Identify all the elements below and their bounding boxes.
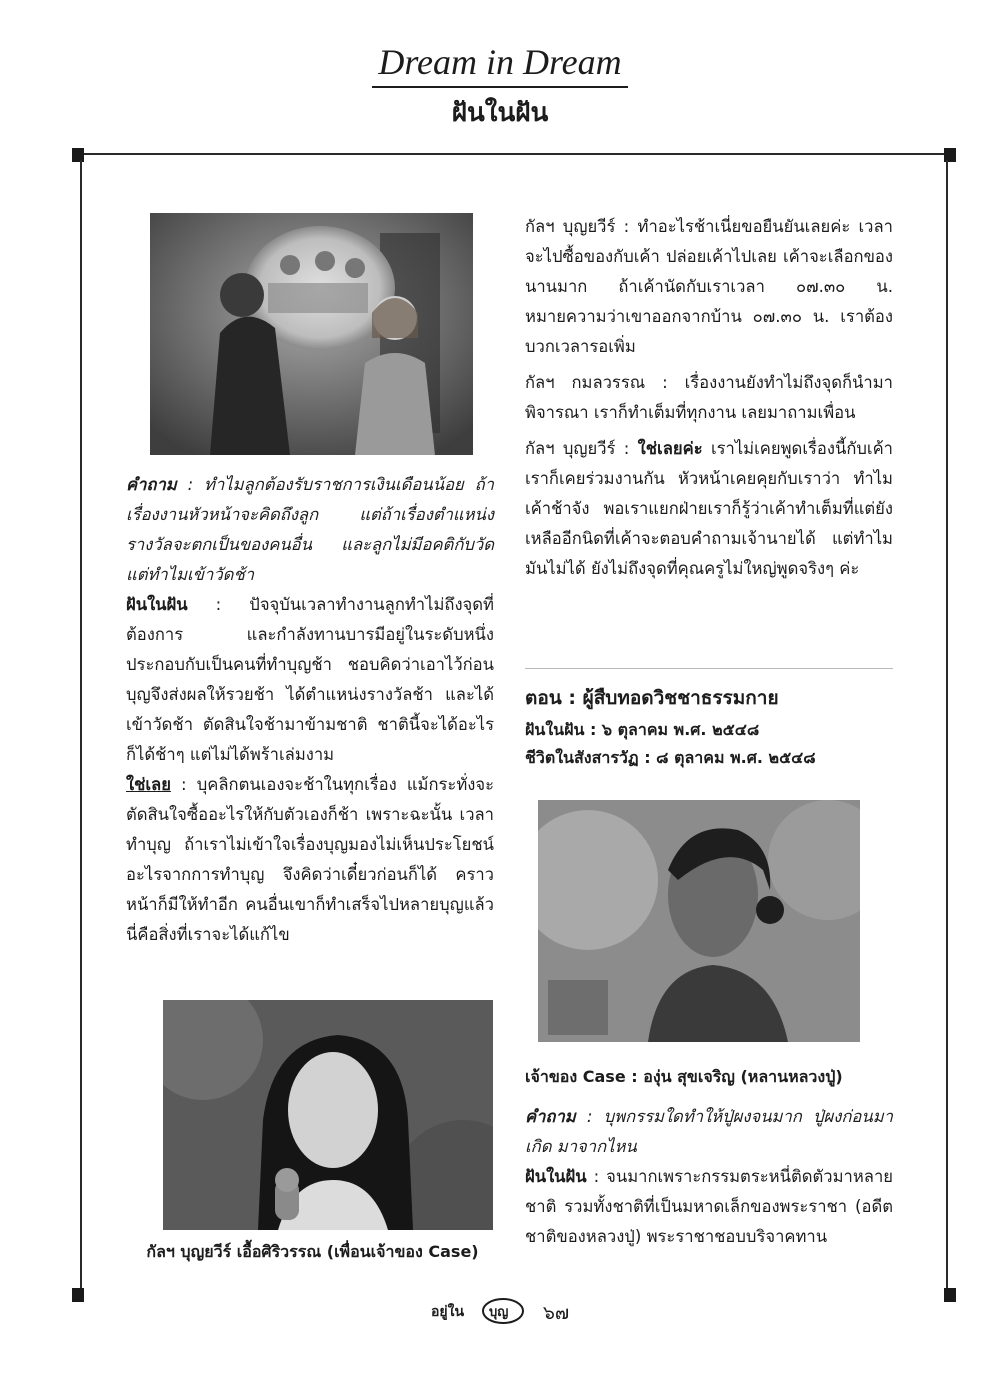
question-2-text: บุพกรรมใดทำให้ปู่ผงจนมาก ปู่ผงก่อนมาเกิด มาจากไหน: [525, 1107, 893, 1156]
frame-top-line: [72, 153, 956, 155]
dream-scene-photo: [150, 213, 473, 455]
question-2: คำถาม : บุพกรรมใดทำให้ปู่ผงจนมาก ปู่ผงก่อนมาเกิด มาจากไหน: [525, 1107, 893, 1156]
right-column-dialog: [525, 212, 893, 584]
question-1: คำถาม : ทำไมลูกต้องรับราชการเงินเดือนน้อย ถ้าเรื่องงานหัวหน้าจะคิดถึงลูก แต่ถ้าเรื่องตำแหน่งรางวัลจะตกเป็นของคนอื่น และลูกไม่มีอคติกับวัด แต่ทำไมเข้าวัดช้า: [126, 475, 494, 584]
answer-1: ฝันในฝัน : ปัจจุบันเวลาทำงานลูกทำไม่ถึงจุดที่ต้องการ และกำลังทานบารมีอยู่ในระดับหนึ่ง ประกอบกับเป็นคนที่ทำบุญช้า ชอบคิดว่าเอาไว้ก่อน บุญจึงส่งผลให้รวยช้า ได้ตำแหน่งรางวัลช้า และได้เข้าวัดช้า ตัดสินใจช้ามาข้ามชาติ ชาตินี้จะได้อะไรก็ได้ช้าๆ แต่ไม่ได้พร้าเล่มงาม: [126, 595, 494, 764]
episode-title: ตอน : ผู้สืบทอดวิชชาธรรมกาย: [525, 687, 779, 709]
frame-top-border: [72, 148, 956, 160]
real-life-date: ชีวิตในสังสารวัฏ : ๘ ตุลาคม พ.ศ. ๒๕๔๘: [525, 748, 816, 767]
frame-left-line: [80, 160, 82, 1295]
confirm-1: ใช่เลย : บุคลิกตนเองจะช้าในทุกเรื่อง แม้กระทั่งจะตัดสินใจซื้ออะไรให้กับตัวเองก็ช้า เพราะฉะนั้น เวลาทำบุญ ถ้าเราไม่เข้าใจเรื่องบุญมองไม่เห็นประโยชน์อะไรจากการทำบุญ จึงคิดว่าเดี๋ยวก่อนก็ได้ คราวหน้าก็มีให้ทำอีก คนอื่นเขาก็ทำเสร็จไปหลายบุญแล้ว นี่คือสิ่งที่เราจะได้แก้ไข: [126, 775, 495, 944]
dialog-3-highlight: ใช่เลยค่ะ: [637, 439, 703, 458]
case-owner-photo: [538, 800, 860, 1042]
answer-1-label: ฝันในฝัน: [126, 595, 188, 614]
case-owner: เจ้าของ Case : องุ่น สุขเจริญ (หลานหลวงปู่): [525, 1067, 843, 1086]
section-divider: [525, 668, 893, 669]
dialog-3-text: เราไม่เคยพูดเรื่องนี้กับเค้า เราก็เคยร่วมงานกัน หัวหน้าเคยคุยกับเราว่า ทำไมเค้าช้าจัง พอเราแยกฝ่ายเราก็รู้ว่าเค้าทำเต็มที่แต่ยังเหลืออีกนิดที่เค้าจะตอบคำถามเจ้านายได้ แต่ทำไมมันไม่ได้ ยังไม่ถึงจุดที่คุณครูไม่ใหญ่พูดจริงๆ ค่ะ: [525, 439, 893, 578]
friend-portrait-photo: [163, 1000, 493, 1230]
dialog-2-speaker: กัลฯ กมลวรรณ :: [525, 373, 668, 392]
question-1-text: ทำไมลูกต้องรับราชการเงินเดือนน้อย ถ้าเรื่องงานหัวหน้าจะคิดถึงลูก แต่ถ้าเรื่องตำแหน่งรางวัลจะตกเป็นของคนอื่น และลูกไม่มีอคติกับวัด แต่ทำไมเข้าวัดช้า: [126, 475, 494, 584]
title-en-text: Dream in Dream: [372, 40, 627, 88]
question-1-label: คำถาม: [126, 475, 177, 494]
confirm-1-text: บุคลิกตนเองจะช้าในทุกเรื่อง แม้กระทั่งจะตัดสินใจซื้ออะไรให้กับตัวเองก็ช้า เพราะฉะนั้น เวลาทำบุญ ถ้าเราไม่เข้าใจเรื่องบุญมองไม่เห็นประโยชน์อะไรจากการทำบุญ จึงคิดว่าเดี๋ยวก่อนก็ได้ คราวหน้าก็มีให้ทำอีก คนอื่นเขาก็ทำเสร็จไปหลายบุญแล้ว นี่คือสิ่งที่เราจะได้แก้ไข: [126, 775, 495, 944]
left-column: [126, 470, 494, 950]
dialog-3-speaker: กัลฯ บุญยวีร์ :: [525, 439, 630, 458]
case-section: [525, 1062, 893, 1252]
page-number: ๖๗: [542, 1301, 570, 1324]
dialog-entry-2: [525, 368, 893, 428]
dream-date: ฝันในฝัน : ๖ ตุลาคม พ.ศ. ๒๕๔๘: [525, 720, 760, 739]
dialog-entry-3: [525, 434, 893, 584]
answer-2-label: ฝันในฝัน: [525, 1167, 587, 1186]
friend-photo-caption: กัลฯ บุญยวีร์ เอื้อศิริวรรณ (เพื่อนเจ้าของ Case): [146, 1242, 479, 1261]
page-footer: [0, 1296, 1000, 1329]
friend-portrait-illustration: [163, 1000, 493, 1230]
logo-emblem-icon: [431, 1296, 531, 1324]
frame-right-line: [946, 160, 948, 1295]
dialog-entry-1: [525, 212, 893, 362]
question-2-label: คำถาม: [525, 1107, 576, 1126]
frame-corner-top-left: [72, 148, 84, 162]
svg-text:อยู่ใน: อยู่ใน: [430, 1304, 464, 1320]
page-title-th: ฝันในฝัน: [451, 98, 549, 128]
answer-2: ฝันในฝัน : จนมากเพราะกรรมตระหนี่ติดตัวมาหลายชาติ รวมทั้งชาติที่เป็นมหาดเล็กของพระราชา (อดีตชาติของหลวงปู่) พระราชาชอบบริจาคทาน: [525, 1167, 893, 1246]
dialog-1-text: ทำอะไรช้าเนี่ยขอยืนยันเลยค่ะ เวลาจะไปซื้อของกับเค้า ปล่อยเค้าไปเลย เค้าจะเลือกของนานมาก ถ้าเค้านัดกับเราเวลา ๐๗.๓๐ น. หมายความว่าเขาออกจากบ้าน ๐๗.๓๐ น. เราต้องบวกเวลารอเพิ่ม: [525, 217, 893, 356]
dialog-1-speaker: กัลฯ บุญยวีร์ :: [525, 217, 630, 236]
page-title-en: [0, 40, 1000, 88]
case-owner-illustration: [538, 800, 860, 1042]
confirm-1-label: ใช่เลย: [126, 775, 171, 794]
episode-header: [525, 684, 893, 772]
answer-2-text: จนมากเพราะกรรมตระหนี่ติดตัวมาหลายชาติ รวมทั้งชาติที่เป็นมหาดเล็กของพระราชา (อดีตชาติของหลวงปู่) พระราชาชอบบริจาคทาน: [525, 1167, 893, 1246]
magazine-logo: [431, 1296, 531, 1329]
svg-text:บุญ: บุญ: [488, 1305, 509, 1320]
answer-1-text: ปัจจุบันเวลาทำงานลูกทำไม่ถึงจุดที่ต้องการ และกำลังทานบารมีอยู่ในระดับหนึ่ง ประกอบกับเป็นคนที่ทำบุญช้า ชอบคิดว่าเอาไว้ก่อน บุญจึงส่งผลให้รวยช้า ได้ตำแหน่งรางวัลช้า และได้เข้าวัดช้า ตัดสินใจช้ามาข้ามชาติ ชาตินี้จะได้อะไรก็ได้ช้าๆ แต่ไม่ได้พร้าเล่มงาม: [126, 595, 494, 764]
dialog-2-text: เรื่องงานยังทำไม่ถึงจุดก็นำมาพิจารณา เราก็ทำเต็มที่ทุกงาน เลยมาถามเพื่อน: [525, 373, 893, 422]
dream-scene-illustration: [150, 213, 473, 455]
